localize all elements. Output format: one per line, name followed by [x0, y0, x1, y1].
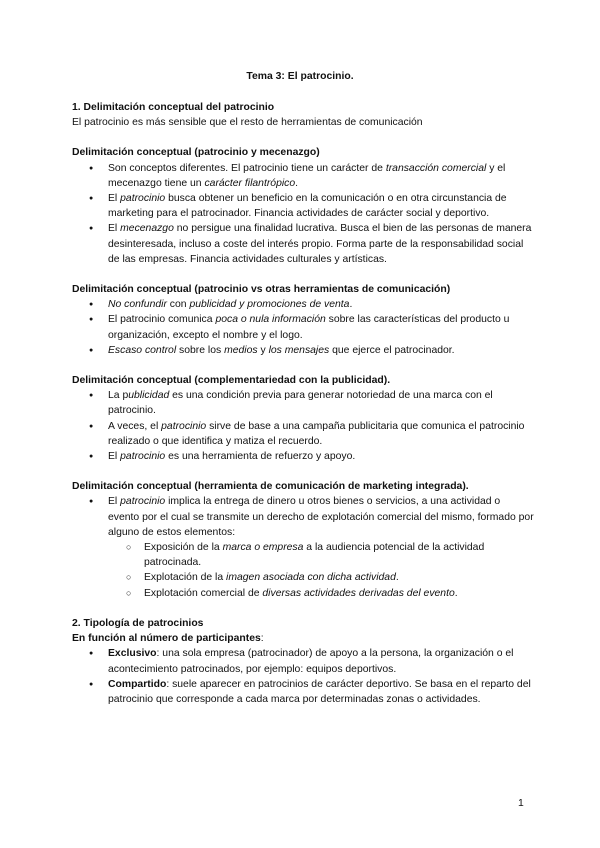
mecenazgo-list [72, 161, 534, 267]
section-2-subheading: En función al número de participantes: [72, 633, 264, 645]
section-mecenazgo-heading: Delimitación conceptual (patrocinio y mecenazgo) [72, 147, 320, 159]
page-number: 1 [518, 798, 524, 809]
section-publicidad-heading: Delimitación conceptual (complementariedad con la publicidad). [72, 375, 391, 387]
list-item: ● El patrocinio comunica poca o nula información sobre las características del producto u organización, excepto el nombre y el logo. [72, 312, 534, 342]
section-2-heading: 2. Tipología de patrocinios [72, 617, 204, 629]
list-item: ● La publicidad es una condición previa para generar notoriedad de una marca con el patrocinio. [72, 388, 534, 418]
document-title: Tema 3: El patrocinio. [246, 71, 354, 82]
section-vs-heading: Delimitación conceptual (patrocinio vs otras herramientas de comunicación) [72, 284, 451, 296]
list-item: ● Escaso control sobre los medios y los mensajes que ejerce el patrocinador. [72, 343, 534, 358]
sublist-item: ○ Explotación comercial de diversas actividades derivadas del evento. [72, 586, 534, 601]
list-item: ● A veces, el patrocinio sirve de base a una campaña publicitaria que comunica el patrocinio realizado o que identifica y matiza el recuerdo. [72, 419, 534, 449]
list-item: ● Compartido: suele aparecer en patrocinios de carácter deportivo. Se basa en el reparto del patrocinio que corresponde a cada marca por determinadas zonas o actividades. [72, 677, 534, 707]
list-item: ● Son conceptos diferentes. El patrocinio tiene un carácter de transacción comercial y el mecenazgo tiene un carácter filantrópico. [72, 161, 534, 191]
sublist-item: ○ Exposición de la marca o empresa a la audiencia potencial de la actividad patrocinada. [72, 540, 534, 570]
document-body [72, 100, 534, 707]
section-1-text: El patrocinio es más sensible que el resto de herramientas de comunicación [72, 117, 423, 129]
section-integrada-heading: Delimitación conceptual (herramienta de comunicación de marketing integrada). [72, 481, 469, 493]
publicidad-list [72, 388, 534, 464]
list-item: ● No confundir con publicidad y promociones de venta. [72, 297, 534, 312]
list-item: ● El patrocinio es una herramienta de refuerzo y apoyo. [72, 449, 534, 464]
list-item: ● Exclusivo: una sola empresa (patrocinador) de apoyo a la persona, la organización o el acontecimiento patrocinados, por ejemplo: equipos deportivos. [72, 646, 534, 676]
sublist-item: ○ Explotación de la imagen asociada con dicha actividad. [72, 570, 534, 585]
vs-list [72, 297, 534, 358]
tipologia-list [72, 646, 534, 707]
list-item: ● El mecenazgo no persigue una finalidad lucrativa. Busca el bien de las personas de manera desinteresada, incluso a coste del interés propio. Forma parte de la responsabilidad social de las empresas. Financia actividades culturales y artísticas. [72, 221, 534, 267]
integrada-sublist [108, 540, 534, 601]
list-item: ● El patrocinio busca obtener un beneficio en la comunicación o en otra circunstancia de marketing para el patrocinador. Financia actividades de carácter social y deportivo. [72, 191, 534, 221]
section-1-heading: 1. Delimitación conceptual del patrocinio [72, 102, 275, 113]
integrada-list [72, 494, 534, 600]
list-item: ● El patrocinio implica la entrega de dinero u otros bienes o servicios, a una actividad o evento por el cual se transmite un derecho de explotación comercial del mismo, formado por alguno de estos elementos: ○ Exposición de la marca o empresa a la audiencia potencial de la actividad patrocinada. ○ Explotación de la imagen asociada con dicha actividad. ○ Explotación comercial de diversas actividades derivadas del evento. [72, 494, 534, 600]
